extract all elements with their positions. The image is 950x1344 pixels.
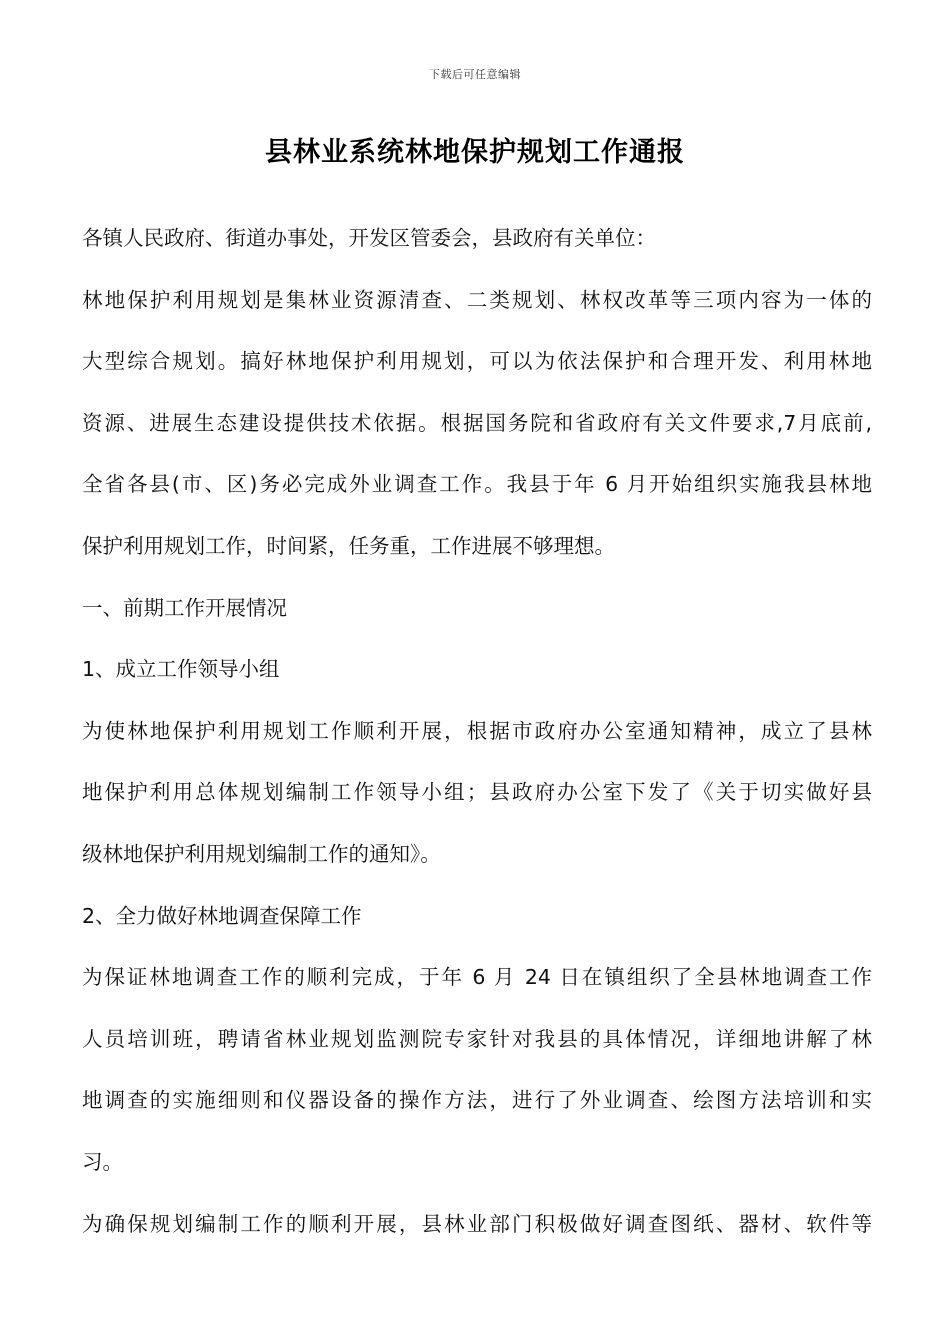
document-title: 县林业系统林地保护规划工作通报 bbox=[265, 137, 685, 168]
salutation-line: 各镇人民政府、街道办事处，开发区管委会，县政府有关单位： bbox=[82, 226, 656, 250]
paragraph-line: 大型综合规划。搞好林地保护利用规划，可以为依法保护和合理开发、利用林地 bbox=[82, 349, 872, 374]
header-note: 下载后可任意编辑 bbox=[429, 68, 521, 81]
section-heading: 一、前期工作开展情况 bbox=[82, 595, 287, 620]
paragraph-line: 人员培训班，聘请省林业规划监测院专家针对我县的具体情况，详细地讲解了林 bbox=[82, 1026, 872, 1051]
paragraph-line: 地保护利用总体规划编制工作领导小组；县政府办公室下发了《关于切实做好县 bbox=[82, 780, 872, 805]
paragraph-line: 保护利用规划工作，时间紧，任务重，工作进展不够理想。 bbox=[82, 533, 615, 558]
subsection-heading: 1、成立工作领导小组 bbox=[82, 657, 280, 682]
paragraph-line: 级林地保护利用规划编制工作的通知》。 bbox=[82, 841, 441, 866]
paragraph-line: 为保证林地调查工作的顺利完成，于年 6 月 24 日在镇组织了全县林地调查工作 bbox=[82, 965, 872, 990]
paragraph-line: 资源、进展生态建设提供技术依据。根据国务院和省政府有关文件要求,7月底前, bbox=[82, 410, 872, 435]
document-body bbox=[82, 212, 872, 1259]
paragraph-line: 林地保护利用规划是集林业资源清查、二类规划、林权改革等三项内容为一体的 bbox=[82, 287, 872, 312]
paragraph-line: 全省各县(市、区)务必完成外业调查工作。我县于年 6 月开始组织实施我县林地 bbox=[82, 472, 872, 497]
paragraph-line: 为确保规划编制工作的顺利开展，县林业部门积极做好调查图纸、器材、软件等 bbox=[82, 1211, 872, 1236]
paragraph-line: 地调查的实施细则和仪器设备的操作方法，进行了外业调查、绘图方法培训和实 bbox=[82, 1088, 872, 1113]
subsection-heading: 2、全力做好林地调查保障工作 bbox=[82, 903, 362, 928]
paragraph-line: 习。 bbox=[82, 1149, 123, 1174]
paragraph-line: 为使林地保护利用规划工作顺利开展，根据市政府办公室通知精神，成立了县林 bbox=[82, 718, 872, 743]
